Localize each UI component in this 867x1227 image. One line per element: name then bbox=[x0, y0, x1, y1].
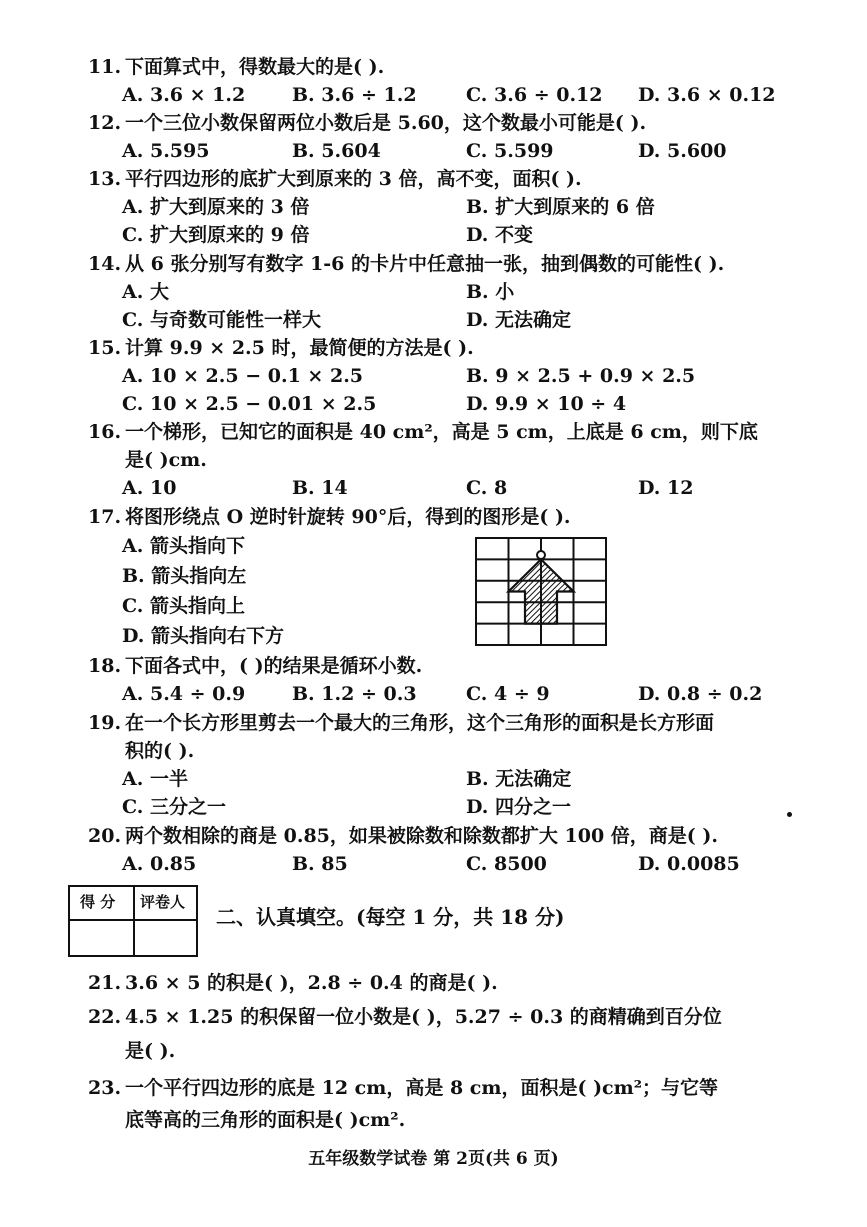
option-c: C. 扩大到原来的 9 倍 bbox=[122, 224, 310, 246]
option-b: B. 无法确定 bbox=[466, 768, 572, 790]
question-13-options-1 bbox=[0, 193, 867, 221]
question-17-option-c bbox=[0, 592, 867, 620]
question-20 bbox=[0, 822, 867, 850]
question-number: 17. bbox=[88, 506, 122, 528]
option-a: A. 一半 bbox=[122, 768, 188, 790]
question-number: 16. bbox=[88, 421, 122, 443]
option-d: D. 5.600 bbox=[638, 140, 727, 162]
question-17 bbox=[0, 503, 867, 531]
question-15-options-1 bbox=[0, 362, 867, 390]
point-o-marker bbox=[537, 551, 545, 559]
option-c: C. 3.6 ÷ 0.12 bbox=[466, 84, 603, 106]
question-11 bbox=[0, 53, 867, 81]
option-a: A. 箭头指向下 bbox=[122, 535, 245, 557]
option-b: B. 85 bbox=[292, 853, 348, 875]
option-b: B. 14 bbox=[292, 477, 348, 499]
score-label: 得 分 bbox=[80, 893, 116, 911]
section-title: 二、认真填空。(每空 1 分，共 18 分) bbox=[216, 905, 565, 929]
question-19-options-1 bbox=[0, 765, 867, 793]
question-22-continued bbox=[0, 1037, 867, 1065]
option-d: D. 四分之一 bbox=[466, 796, 572, 818]
question-16-continued bbox=[0, 446, 867, 474]
option-b: B. 箭头指向左 bbox=[122, 565, 247, 587]
option-b: B. 5.604 bbox=[292, 140, 381, 162]
option-c: C. 8500 bbox=[466, 853, 547, 875]
question-17-option-b bbox=[0, 562, 867, 590]
question-text: 平行四边形的底扩大到原来的 3 倍，高不变，面积( ). bbox=[125, 168, 582, 190]
option-a: A. 0.85 bbox=[122, 853, 197, 875]
question-19-continued bbox=[0, 737, 867, 765]
question-20-options bbox=[0, 850, 867, 878]
question-text: 一个三位小数保留两位小数后是 5.60，这个数最小可能是( ). bbox=[125, 112, 647, 134]
option-b: B. 小 bbox=[466, 281, 515, 303]
option-d: D. 3.6 × 0.12 bbox=[638, 84, 776, 106]
stray-dot bbox=[787, 812, 792, 817]
question-17-option-a bbox=[0, 532, 867, 560]
option-d: D. 9.9 × 10 ÷ 4 bbox=[466, 393, 627, 415]
question-number: 22. bbox=[88, 1006, 122, 1028]
option-a: A. 扩大到原来的 3 倍 bbox=[122, 196, 310, 218]
question-text-continued: 是( )cm. bbox=[125, 449, 207, 471]
option-a: A. 5.595 bbox=[122, 140, 210, 162]
rotation-figure bbox=[475, 537, 607, 646]
option-b: B. 扩大到原来的 6 倍 bbox=[466, 196, 655, 218]
question-text-continued: 是( ). bbox=[125, 1040, 176, 1062]
option-c: C. 与奇数可能性一样大 bbox=[122, 309, 322, 331]
question-text: 4.5 × 1.25 的积保留一位小数是( )，5.27 ÷ 0.3 的商精确到百分位 bbox=[125, 1006, 722, 1028]
question-text: 下面各式中，( )的结果是循环小数. bbox=[125, 655, 423, 677]
question-number: 19. bbox=[88, 712, 122, 734]
page-footer: 五年级数学试卷 第 2页(共 6 页) bbox=[308, 1149, 559, 1169]
option-c: C. 10 × 2.5 − 0.01 × 2.5 bbox=[122, 393, 377, 415]
option-d: D. 不变 bbox=[466, 224, 534, 246]
question-15-options-2 bbox=[0, 390, 867, 418]
option-d: D. 0.0085 bbox=[638, 853, 740, 875]
question-text: 将图形绕点 O 逆时针旋转 90°后，得到的图形是( ). bbox=[125, 506, 571, 528]
question-17-option-d bbox=[0, 622, 867, 650]
question-14 bbox=[0, 250, 867, 278]
question-text: 从 6 张分别写有数字 1-6 的卡片中任意抽一张，抽到偶数的可能性( ). bbox=[125, 253, 725, 275]
option-a: A. 3.6 × 1.2 bbox=[122, 84, 246, 106]
question-12-options bbox=[0, 137, 867, 165]
question-text: 计算 9.9 × 2.5 时，最简便的方法是( ). bbox=[125, 337, 474, 359]
score-box-divider-horizontal bbox=[70, 919, 196, 921]
question-text: 3.6 × 5 的积是( )，2.8 ÷ 0.4 的商是( ). bbox=[125, 972, 498, 994]
option-c: C. 三分之一 bbox=[122, 796, 227, 818]
question-14-options-1 bbox=[0, 278, 867, 306]
question-14-options-2 bbox=[0, 306, 867, 334]
question-text-continued: 积的( ). bbox=[125, 740, 195, 762]
option-c: C. 5.599 bbox=[466, 140, 554, 162]
question-number: 20. bbox=[88, 825, 122, 847]
option-c: C. 8 bbox=[466, 477, 508, 499]
question-12 bbox=[0, 109, 867, 137]
question-18-options bbox=[0, 680, 867, 708]
question-text: 下面算式中，得数最大的是( ). bbox=[125, 56, 385, 78]
option-a: A. 5.4 ÷ 0.9 bbox=[122, 683, 246, 705]
question-number: 18. bbox=[88, 655, 122, 677]
question-23 bbox=[0, 1074, 867, 1102]
grader-label: 评卷人 bbox=[140, 893, 186, 911]
question-13-options-2 bbox=[0, 221, 867, 249]
option-d: D. 0.8 ÷ 0.2 bbox=[638, 683, 763, 705]
question-text: 两个数相除的商是 0.85，如果被除数和除数都扩大 100 倍，商是( ). bbox=[125, 825, 718, 847]
question-text: 在一个长方形里剪去一个最大的三角形，这个三角形的面积是长方形面 bbox=[125, 712, 715, 734]
question-number: 23. bbox=[88, 1077, 122, 1099]
question-18 bbox=[0, 652, 867, 680]
option-a: A. 10 × 2.5 − 0.1 × 2.5 bbox=[122, 365, 364, 387]
question-21 bbox=[0, 969, 867, 997]
question-19 bbox=[0, 709, 867, 737]
option-b: B. 9 × 2.5 + 0.9 × 2.5 bbox=[466, 365, 696, 387]
option-d: D. 12 bbox=[638, 477, 694, 499]
question-11-options bbox=[0, 81, 867, 109]
arrow-shape bbox=[509, 559, 574, 623]
option-d: D. 无法确定 bbox=[466, 309, 572, 331]
score-box-divider-vertical bbox=[133, 887, 135, 955]
question-23-continued bbox=[0, 1106, 867, 1134]
question-text: 一个平行四边形的底是 12 cm，高是 8 cm，面积是( )cm²；与它等 bbox=[125, 1077, 719, 1099]
question-22 bbox=[0, 1003, 867, 1031]
option-c: C. 箭头指向上 bbox=[122, 595, 246, 617]
option-c: C. 4 ÷ 9 bbox=[466, 683, 550, 705]
option-b: B. 3.6 ÷ 1.2 bbox=[292, 84, 417, 106]
option-b: B. 1.2 ÷ 0.3 bbox=[292, 683, 417, 705]
question-19-options-2 bbox=[0, 793, 867, 821]
question-text-continued: 底等高的三角形的面积是( )cm². bbox=[125, 1109, 406, 1131]
question-number: 15. bbox=[88, 337, 122, 359]
question-15 bbox=[0, 334, 867, 362]
question-number: 11. bbox=[88, 56, 122, 78]
option-a: A. 大 bbox=[122, 281, 169, 303]
score-box bbox=[68, 885, 198, 957]
question-number: 14. bbox=[88, 253, 122, 275]
question-text: 一个梯形，已知它的面积是 40 cm²，高是 5 cm，上底是 6 cm，则下底 bbox=[125, 421, 758, 443]
option-a: A. 10 bbox=[122, 477, 177, 499]
option-d: D. 箭头指向右下方 bbox=[122, 625, 285, 647]
question-16-options bbox=[0, 474, 867, 502]
question-number: 12. bbox=[88, 112, 122, 134]
question-number: 13. bbox=[88, 168, 122, 190]
question-16 bbox=[0, 418, 867, 446]
question-13 bbox=[0, 165, 867, 193]
question-number: 21. bbox=[88, 972, 122, 994]
